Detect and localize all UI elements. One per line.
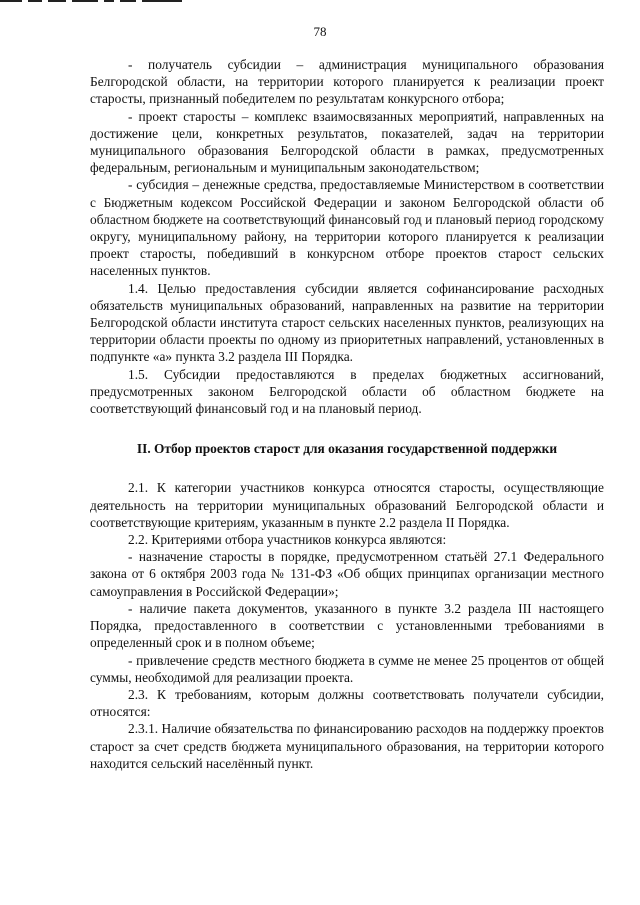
definition-subsidy: - субсидия – денежные средства, предоставляемые Министерством в соответствии с Бюджетным кодексом Российской Федерации и законом Белгородской области об областном бюджете на соответствующий финансовый год и плановый период городскому округу, муниципальному району, на территории которого планируется к реализации проект старосты, победивший в конкурсном отборе проектов старост сельских населенных пунктов.: [90, 177, 604, 279]
criterion-documents: - наличие пакета документов, указанного в пункте 3.2 раздела III настоящего Порядка, предоставленного в соответствии с установленными требованиями в определенный срок и в полном объеме;: [90, 600, 604, 651]
scan-artifact-marks: [0, 0, 200, 4]
clause-2-2: 2.2. Критериями отбора участников конкурса являются:: [128, 532, 447, 548]
clause-1-4: 1.4. Целью предоставления субсидии является софинансирование расходных обязательств муниципальных образований, направленных на развитие на территории Белгородской области института старост сельских населенных пунктов, реализующих на территории области проекты по одному из приоритетных направлений, установленных в подпункте «а» пункта 3.2 раздела III Порядка.: [90, 280, 604, 365]
clause-2-3-1: 2.3.1. Наличие обязательства по финансированию расходов на поддержку проектов старост за счет средств бюджета муниципального образования, на территории которого находится сельский населённый пункт.: [90, 721, 604, 771]
clause-2-1: 2.1. К категории участников конкурса относятся старосты, осуществляющие деятельность на территории муниципальных образований Белгородской области и соответствующие критериям, указанным в пункте 2.2 раздела II Порядка.: [90, 480, 604, 530]
document-body: [90, 56, 604, 772]
section-heading: II. Отбор проектов старост для оказания государственной поддержки: [136, 441, 558, 457]
criterion-appointment: - назначение старосты в порядке, предусмотренном статьёй 27.1 Федерального закона от 6 октября 2003 года № 131-ФЗ «Об общих принципах организации местного самоуправления в Российской Федерации»;: [90, 549, 604, 599]
criterion-local-funds: - привлечение средств местного бюджета в сумме не менее 25 процентов от общей суммы, необходимой для реализации проекта.: [90, 652, 604, 685]
definition-subsidy-recipient: - получатель субсидии – администрация муниципального образования Белгородской области, на территории которого планируется к реализации проект старосты, признанный победителем по результатам конкурсного отбора;: [90, 57, 604, 107]
clause-1-5: 1.5. Субсидии предоставляются в пределах бюджетных ассигнований, предусмотренных законом Белгородской области об областном бюджете на соответствующий финансовый год и на плановый период.: [90, 366, 604, 417]
definition-elder-project: - проект старосты – комплекс взаимосвязанных мероприятий, направленных на достижение цели, конкретных результатов, показателей, задач на территории муниципального образования Белгородской области в рамках, предусмотренных федеральным, региональным и муниципальным законодательством;: [90, 108, 604, 176]
clause-2-3: 2.3. К требованиям, которым должны соответствовать получатели субсидии, относятся:: [90, 686, 604, 720]
page-number: 78: [313, 24, 327, 39]
